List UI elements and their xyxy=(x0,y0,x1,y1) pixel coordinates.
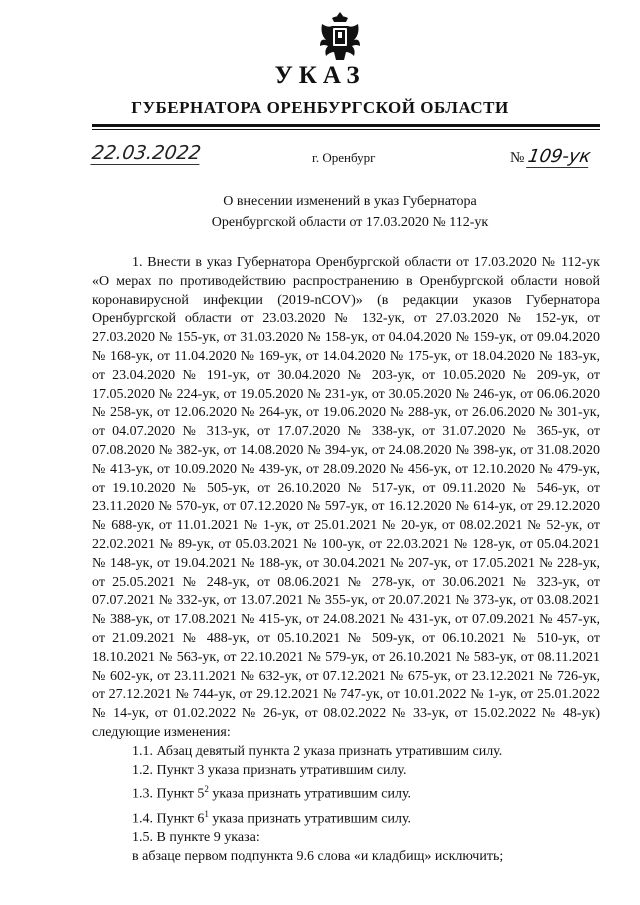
decree-subject: О внесении изменений в указ Губернатора Оренбургской области от 17.03.2020 № 112-ук xyxy=(211,194,489,230)
document-subtitle: ГУБЕРНАТОРА ОРЕНБУРГСКОЙ ОБЛАСТИ xyxy=(131,98,509,117)
item-1-3 xyxy=(92,780,600,804)
item-1-2: 1.2. Пункт 3 указа признать утратившим силу. xyxy=(132,762,407,778)
number-value: 109-ук xyxy=(526,146,593,167)
item-1-4 xyxy=(92,805,600,829)
item-1-4-rest: указа признать утратившим силу. xyxy=(208,811,412,827)
item-1-3-sup: 2 xyxy=(204,784,209,795)
paragraph-1: 1. Внести в указ Губернатора Оренбургской области от 17.03.2020 № 112-ук «О мерах по противодействию распространению в Оренбургской области новой коронавирусной инфекции (2019-nCOV)» (в редакции указов Губернатора Оренбургской области от 23.03.2020 № 132-ук, от 27.03.2020 № 152-ук, от 27.03.2020 № 155-ук, от 31.03.2020 № 158-ук, от 04.04.2020 № 159-ук, от 09.04.2020 № 168-ук, от 11.04.2020 № 169-ук, от 14.04.2020 № 175-ук, от 18.04.2020 № 183-ук, от 23.04.2020 № 191-ук, от 30.04.2020 № 203-ук, от 10.05.2020 № 209-ук, от 17.05.2020 № 224-ук, от 19.05.2020 № 231-ук, от 30.05.2020 № 246-ук, от 06.06.2020 № 258-ук, от 12.06.2020 № 264-ук, от 19.06.2020 № 288-ук, от 26.06.2020 № 301-ук, от 04.07.2020 № 313-ук, от 17.07.2020 № 338-ук, от 31.07.2020 № 365-ук, от 07.08.2020 № 382-ук, от 14.08.2020 № 394-ук, от 24.08.2020 № 398-ук, от 31.08.2020 № 413-ук, от 10.09.2020 № 439-ук, от 28.09.2020 № 456-ук, от 12.10.2020 № 479-ук, от 19.10.2020 № 505-ук, от 26.10.2020 № 517-ук, от 09.11.2020 № 546-ук, от 23.11.2020 № 570-ук, от 07.12.2020 № 597-ук, от 16.12.2020 № 614-ук, от 29.12.2020 № 688-ук, от 11.01.2021 № 1-ук, от 25.01.2021 № 20-ук, от 08.02.2021 № 52-ук, от 22.02.2021 № 89-ук, от 05.03.2021 № 100-ук, от 22.03.2021 № 128-ук, от 05.04.2021 № 148-ук, от 19.04.2021 № 188-ук, от 30.04.2021 № 207-ук, от 17.05.2021 № 228-ук, от 25.05.2021 № 248-ук, от 08.06.2021 № 278-ук, от 30.06.2021 № 323-ук, от 07.07.2021 № 332-ук, от 13.07.2021 № 355-ук, от 20.07.2021 № 373-ук, от 03.08.2021 № 388-ук, от 17.08.2021 № 415-ук, от 24.08.2021 № 431-ук, от 07.09.2021 № 457-ук, от 21.09.2021 № 488-ук, от 05.10.2021 № 509-ук, от 06.10.2021 № 510-ук, от 18.10.2021 № 563-ук, от 22.10.2021 № 579-ук, от 26.10.2021 № 583-ук, от 08.11.2021 № 602-ук, от 23.11.2021 № 632-ук, от 07.12.2021 № 675-ук, от 23.12.2021 № 726-ук, от 27.12.2021 № 744-ук, от 29.12.2021 № 747-ук, от 10.01.2022 № 1-ук, от 25.01.2022 № 14-ук, от 01.02.2022 № 26-ук, от 08.02.2022 № 33-ук, от 15.02.2022 № 48-ук) следующие изменения: xyxy=(92,255,600,740)
coat-of-arms-icon xyxy=(318,10,362,64)
decree-body xyxy=(92,254,600,867)
number-prefix: № xyxy=(510,150,525,166)
document-title: УКАЗ xyxy=(274,62,366,89)
signing-date: 22.03.2022 xyxy=(90,142,203,164)
header-rule-thin xyxy=(92,129,600,130)
item-1-1: 1.1. Абзац девятый пункта 2 указа признать утратившим силу. xyxy=(132,743,503,759)
item-1-3-rest: указа признать утратившим силу. xyxy=(208,786,412,802)
city: г. Оренбург xyxy=(312,150,376,165)
item-1-4-text: 1.4. Пункт 6 xyxy=(132,811,205,827)
item-1-4-sup: 1 xyxy=(204,808,209,819)
decree-number xyxy=(510,146,591,168)
header-rule xyxy=(92,124,600,127)
item-1-5-text: в абзаце первом подпункта 9.6 слова «и кладбищ» исключить; xyxy=(132,849,504,865)
item-1-5: 1.5. В пункте 9 указа: xyxy=(132,830,260,846)
item-1-3-text: 1.3. Пункт 5 xyxy=(132,786,205,802)
